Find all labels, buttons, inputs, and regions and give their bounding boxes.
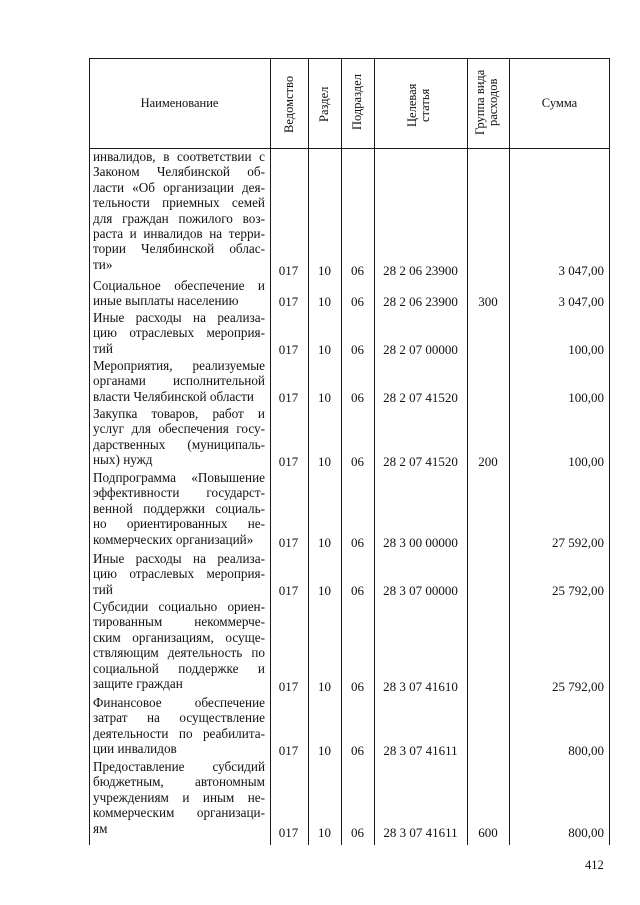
name-line: Закупка товаров, работ и (93, 406, 265, 421)
table-row-name (93, 551, 265, 597)
cell-razdel: 10 (318, 679, 331, 694)
cell-podrazdel: 06 (351, 454, 364, 469)
table-row-name (93, 149, 265, 272)
cell-summa: 25 792,00 (552, 679, 604, 694)
cell-vedomstvo: 017 (278, 679, 299, 694)
cell-vedomstvo: 017 (278, 825, 299, 840)
cell-celevaya: 28 2 07 00000 (383, 342, 458, 357)
header-razdel: Раздел (317, 86, 331, 122)
table-row-name (93, 470, 265, 547)
name-line: Законом Челябинской об- (93, 164, 265, 180)
cell-celevaya: 28 3 00 00000 (383, 535, 458, 550)
name-line: эффективности государст- (93, 485, 265, 501)
name-line: коммерческим организаци- (93, 805, 265, 821)
name-line: тельности приемных семей (93, 195, 265, 211)
name-line: бюджетным, автономным (93, 774, 265, 790)
name-line: учреждениям и иным не- (93, 789, 265, 805)
cell-celevaya: 28 2 07 41520 (383, 454, 458, 469)
name-line: для граждан пожилого воз- (93, 210, 265, 226)
cell-gruppa: 600 (478, 825, 498, 840)
cell-podrazdel: 06 (351, 294, 364, 309)
header-podrazdel: Подраздел (350, 74, 364, 130)
cell-summa: 25 792,00 (552, 583, 604, 598)
header-celevaya-line2: статья (418, 88, 432, 122)
table-row-name (93, 406, 265, 468)
cell-razdel: 10 (318, 342, 331, 357)
cell-podrazdel: 06 (351, 679, 364, 694)
table-top-border (89, 58, 610, 59)
name-line: тий (93, 340, 113, 356)
header-name: Наименование (140, 96, 219, 110)
name-line: венной поддержки социаль- (93, 500, 265, 516)
cell-podrazdel: 06 (351, 743, 364, 758)
cell-summa: 800,00 (568, 825, 604, 840)
name-line: иные выплаты населению (93, 293, 239, 309)
name-line: тированным некоммерче- (93, 614, 265, 630)
cell-podrazdel: 06 (351, 583, 364, 598)
cell-podrazdel: 06 (351, 263, 364, 278)
cell-summa: 27 592,00 (552, 535, 604, 550)
name-line: Социальное обеспечение и (93, 278, 265, 293)
name-line: ям (93, 820, 108, 836)
cell-celevaya: 28 3 07 41611 (383, 743, 458, 758)
cell-celevaya: 28 3 07 00000 (383, 583, 458, 598)
cell-razdel: 10 (318, 454, 331, 469)
name-line: инвалидов, в соответствии с (93, 149, 265, 164)
name-line: защите граждан (93, 675, 183, 691)
name-line: Предоставление субсидий (93, 759, 265, 774)
header-celevaya-line1: Целевая (405, 83, 419, 127)
cell-celevaya: 28 2 07 41520 (383, 390, 458, 405)
cell-razdel: 10 (318, 294, 331, 309)
name-line: деятельности по реабилита- (93, 725, 265, 741)
name-line: ных) нужд (93, 452, 153, 468)
name-line: власти Челябинской области (93, 388, 254, 404)
name-line: социальной поддержке и (93, 660, 265, 676)
cell-gruppa: 200 (478, 454, 498, 469)
name-line: Субсидии социально ориен- (93, 599, 265, 614)
col-divider-podrazdel (374, 58, 375, 845)
cell-vedomstvo: 017 (278, 583, 299, 598)
table-right-border (609, 58, 610, 845)
cell-summa: 800,00 (568, 743, 604, 758)
cell-podrazdel: 06 (351, 390, 364, 405)
cell-podrazdel: 06 (351, 535, 364, 550)
header-vedomstvo: Ведомство (282, 75, 296, 133)
name-line: органами исполнительной (93, 373, 265, 389)
table-row-name (93, 310, 265, 356)
table-row-name (93, 695, 265, 757)
col-divider-ved (308, 58, 309, 845)
name-line: Подпрограмма «Повышение (93, 470, 265, 485)
table-row-name (93, 759, 265, 836)
table-left-border (89, 58, 90, 845)
header-gruppa (474, 60, 500, 144)
header-celevaya (406, 70, 432, 140)
cell-summa: 100,00 (568, 390, 604, 405)
name-line: ти» (93, 256, 113, 272)
name-line: тории Челябинской облас- (93, 241, 265, 257)
cell-celevaya: 28 2 06 23900 (383, 294, 458, 309)
cell-gruppa: 300 (478, 294, 498, 309)
cell-razdel: 10 (318, 825, 331, 840)
table-row-name (93, 599, 265, 691)
name-line: цию отраслевых мероприя- (93, 566, 265, 582)
header-summa: Сумма (541, 96, 578, 110)
cell-razdel: 10 (318, 390, 331, 405)
col-divider-celevaya (467, 58, 468, 845)
cell-razdel: 10 (318, 583, 331, 598)
cell-vedomstvo: 017 (278, 294, 299, 309)
name-line: Иные расходы на реализа- (93, 551, 265, 566)
name-line: коммерческих организаций» (93, 531, 254, 547)
cell-summa: 3 047,00 (558, 294, 604, 309)
name-line: услуг для обеспечения госу- (93, 421, 265, 437)
cell-vedomstvo: 017 (278, 342, 299, 357)
cell-vedomstvo: 017 (278, 535, 299, 550)
name-line: дарственных (муниципаль- (93, 436, 265, 452)
col-divider-razdel (341, 58, 342, 845)
header-gruppa-line2: расходов (486, 78, 500, 126)
cell-summa: 100,00 (568, 454, 604, 469)
name-line: ции инвалидов (93, 741, 177, 757)
cell-podrazdel: 06 (351, 825, 364, 840)
table-row-name (93, 358, 265, 404)
cell-celevaya: 28 3 07 41610 (383, 679, 458, 694)
header-gruppa-line1: Группа вида (473, 69, 487, 135)
cell-podrazdel: 06 (351, 342, 364, 357)
cell-summa: 3 047,00 (558, 263, 604, 278)
name-line: Мероприятия, реализуемые (93, 358, 265, 373)
name-line: Иные расходы на реализа- (93, 310, 265, 325)
cell-vedomstvo: 017 (278, 454, 299, 469)
name-line: раста и инвалидов на терри- (93, 225, 265, 241)
col-divider-name (270, 58, 271, 845)
cell-celevaya: 28 3 07 41611 (383, 825, 458, 840)
cell-razdel: 10 (318, 263, 331, 278)
cell-vedomstvo: 017 (278, 743, 299, 758)
cell-celevaya: 28 2 06 23900 (383, 263, 458, 278)
cell-vedomstvo: 017 (278, 263, 299, 278)
name-line: ствляющим деятельность по (93, 645, 265, 661)
cell-vedomstvo: 017 (278, 390, 299, 405)
name-line: ским организациям, осуще- (93, 629, 265, 645)
page-number: 412 (585, 858, 604, 872)
name-line: цию отраслевых мероприя- (93, 325, 265, 341)
table-row-name (93, 278, 265, 309)
name-line: затрат на осуществление (93, 710, 265, 726)
name-line: Финансовое обеспечение (93, 695, 265, 710)
col-divider-gruppa (509, 58, 510, 845)
name-line: но ориентированных не- (93, 516, 265, 532)
name-line: ласти «Об организации дея- (93, 179, 265, 195)
name-line: тий (93, 581, 113, 597)
cell-razdel: 10 (318, 535, 331, 550)
cell-razdel: 10 (318, 743, 331, 758)
cell-summa: 100,00 (568, 342, 604, 357)
